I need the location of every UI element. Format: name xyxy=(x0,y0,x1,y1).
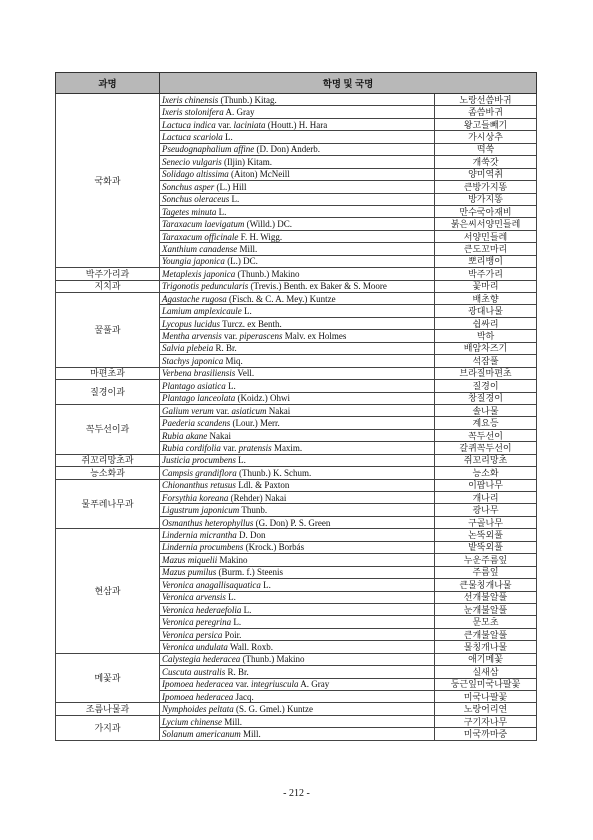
korean-name-cell: 물칭개나물 xyxy=(435,641,537,653)
scientific-name-italic: Osmanthus heterophyllus xyxy=(162,517,254,528)
scientific-name-authority: Malv. ex Holmes xyxy=(282,331,347,342)
table-row xyxy=(56,479,537,491)
scientific-name-italic: Veronica hederaefolia xyxy=(162,604,242,615)
korean-name-cell: 꽃마리 xyxy=(435,280,537,292)
scientific-name-italic: Solidago altissima xyxy=(162,169,229,180)
scientific-name-cell xyxy=(160,666,435,678)
scientific-name-cell xyxy=(160,591,435,603)
scientific-name-authority: L. xyxy=(216,206,227,217)
scientific-name-authority: var. xyxy=(220,442,239,453)
korean-name-cell: 붉은씨서양민들레 xyxy=(435,218,537,230)
scientific-name-authority: var. xyxy=(213,405,232,416)
family-name-cell: 질경이과 xyxy=(56,380,160,405)
scientific-name-authority: Wall. Roxb. xyxy=(227,641,274,652)
korean-name-cell: 왕고들빼기 xyxy=(435,118,537,130)
scientific-name-authority: Vell. xyxy=(235,368,255,379)
scientific-name-authority: L. xyxy=(225,592,236,603)
scientific-name-cell xyxy=(160,143,435,155)
names-column-header: 학명 및 국명 xyxy=(160,73,537,94)
table-row xyxy=(56,653,537,665)
table-row xyxy=(56,293,537,305)
scientific-name-italic: Veronica persica xyxy=(162,629,223,640)
scientific-name-authority: (S. G. Gmel.) Kuntze xyxy=(233,704,313,715)
scientific-name-italic: Calystegia hederacea xyxy=(162,654,241,665)
scientific-name-cell xyxy=(160,218,435,230)
family-name-cell: 능소화과 xyxy=(56,467,160,479)
scientific-name-authority: Miq. xyxy=(223,355,243,366)
scientific-name-cell xyxy=(160,205,435,217)
korean-name-cell: 미국나팔꽃 xyxy=(435,691,537,703)
korean-name-cell: 박주가리 xyxy=(435,268,537,280)
scientific-name-cell xyxy=(160,504,435,516)
table-row xyxy=(56,529,537,541)
scientific-name-italic: Lycopus lucidus xyxy=(162,318,220,329)
scientific-name-authority: Ldl. & Paxton xyxy=(235,480,290,491)
scientific-name-authority: (Thunb.) Makino xyxy=(240,654,305,665)
korean-name-cell: 큰물칭개나물 xyxy=(435,579,537,591)
scientific-name-authority: Jacq. xyxy=(233,691,254,702)
korean-name-cell: 질경이 xyxy=(435,380,537,392)
korean-name-cell: 갈퀴꼭두선이 xyxy=(435,442,537,454)
scientific-name-authority: Maxim. xyxy=(271,442,303,453)
scientific-name-authority: (Thunb.) K. Schum. xyxy=(236,467,312,478)
scientific-name-cell xyxy=(160,479,435,491)
scientific-name-cell xyxy=(160,492,435,504)
scientific-name-italic: Lamium amplexicaule xyxy=(162,306,242,317)
scientific-name-italic: Lactuca indica xyxy=(162,119,216,130)
korean-name-cell: 양미역취 xyxy=(435,168,537,180)
scientific-name-cell xyxy=(160,641,435,653)
scientific-name-cell xyxy=(160,268,435,280)
scientific-name-cell xyxy=(160,106,435,118)
scientific-name-authority: Mill. xyxy=(221,716,242,727)
scientific-name-cell xyxy=(160,628,435,640)
scientific-name-authority: A. Gray xyxy=(298,679,330,690)
scientific-name-authority: Poir. xyxy=(222,629,242,640)
family-name-cell: 지치과 xyxy=(56,280,160,292)
scientific-name-cell xyxy=(160,280,435,292)
scientific-name-italic: Veronica undulata xyxy=(162,641,228,652)
korean-name-cell: 석잠풀 xyxy=(435,355,537,367)
scientific-name-italic: Solanum americanum xyxy=(162,729,241,740)
scientific-name-cell xyxy=(160,305,435,317)
family-name-cell: 가지과 xyxy=(56,715,160,740)
scientific-name-cell xyxy=(160,653,435,665)
korean-name-cell: 브라질마편초 xyxy=(435,367,537,379)
table-row xyxy=(56,367,537,379)
scientific-name-cell xyxy=(160,691,435,703)
scientific-name-authority: Nakai xyxy=(266,405,291,416)
scientific-name-cell xyxy=(160,293,435,305)
scientific-name-italic: Stachys japonica xyxy=(162,355,224,366)
scientific-name-italic: Ixeris chinensis xyxy=(162,94,219,105)
scientific-name-cell xyxy=(160,554,435,566)
scientific-name-cell xyxy=(160,429,435,441)
scientific-name-italic: Ixeris stolonifera xyxy=(162,107,224,118)
scientific-name-authority: (Iljin) Kitam. xyxy=(221,156,272,167)
scientific-name-italic: Veronica arvensis xyxy=(162,592,226,603)
scientific-name-authority: (Lour.) Merr. xyxy=(230,418,280,429)
korean-name-cell: 노랑어리연 xyxy=(435,703,537,715)
family-name-cell: 현삼과 xyxy=(56,529,160,653)
scientific-name-cell xyxy=(160,94,435,106)
scientific-name-italic: Sonchus oleraceus xyxy=(162,194,230,205)
korean-name-cell: 쉽싸리 xyxy=(435,317,537,329)
scientific-name-italic: Mentha arvensis xyxy=(162,331,222,342)
korean-name-cell: 실새삼 xyxy=(435,666,537,678)
scientific-name-italic: Campsis grandiflora xyxy=(162,467,237,478)
family-name-cell: 쥐꼬리망초과 xyxy=(56,454,160,466)
scientific-name-italic: Rubia akane xyxy=(162,430,208,441)
scientific-name-authority: R. Br. xyxy=(225,666,249,677)
scientific-name-authority: L. xyxy=(241,306,252,317)
scientific-name-italic: Taraxacum laevigatum xyxy=(162,219,245,230)
scientific-name-authority: Nakai xyxy=(207,430,231,441)
scientific-name-authority: L. xyxy=(241,604,252,615)
scientific-name-authority: (Trevis.) Benth. ex Baker & S. Moore xyxy=(248,281,387,292)
scientific-name-italic: Justicia procumbens xyxy=(162,455,236,466)
korean-name-cell: 배암차즈기 xyxy=(435,342,537,354)
scientific-name-authority: (G. Don) P. S. Green xyxy=(253,517,331,528)
korean-name-cell: 쥐꼬리망초 xyxy=(435,454,537,466)
scientific-name-authority: (Rehder) Nakai xyxy=(228,492,287,503)
scientific-name-italic: Nymphoides peltata xyxy=(162,704,234,715)
scientific-name-italic: Galium verum xyxy=(162,405,214,416)
scientific-name-authority: (Willd.) DC. xyxy=(244,219,293,230)
korean-name-cell: 밭뚝외풀 xyxy=(435,541,537,553)
scientific-name-italic: Ipomoea hederacea xyxy=(162,691,234,702)
table-row xyxy=(56,404,537,416)
scientific-name-authority: L. xyxy=(225,380,236,391)
korean-name-cell: 미국까마중 xyxy=(435,728,537,740)
page-number: - 212 - xyxy=(283,788,310,799)
family-name-cell: 마편초과 xyxy=(56,367,160,379)
family-name-cell: 물푸레나무과 xyxy=(56,479,160,529)
scientific-name-cell xyxy=(160,715,435,727)
korean-name-cell: 논뚝외풀 xyxy=(435,529,537,541)
scientific-name-italic: pratensis xyxy=(238,442,272,453)
table-row xyxy=(56,280,537,292)
scientific-name-authority: (L.) Hill xyxy=(214,181,247,192)
korean-name-cell: 솔나물 xyxy=(435,404,537,416)
korean-name-cell: 떡쑥 xyxy=(435,143,537,155)
scientific-name-italic: laciniata xyxy=(233,119,266,130)
korean-name-cell: 구골나무 xyxy=(435,516,537,528)
scientific-name-cell xyxy=(160,342,435,354)
korean-name-cell: 문모초 xyxy=(435,616,537,628)
scientific-name-italic: Mazus miquelii xyxy=(162,554,218,565)
korean-name-cell: 개나리 xyxy=(435,492,537,504)
scientific-name-cell xyxy=(160,317,435,329)
scientific-name-authority: (Burm. f.) Steenis xyxy=(216,567,284,578)
scientific-name-cell xyxy=(160,255,435,267)
scientific-name-cell xyxy=(160,330,435,342)
scientific-name-cell xyxy=(160,467,435,479)
table-row xyxy=(56,380,537,392)
table-row xyxy=(56,94,537,106)
korean-name-cell: 능소화 xyxy=(435,467,537,479)
korean-name-cell: 노랑선씀바귀 xyxy=(435,94,537,106)
scientific-name-cell xyxy=(160,566,435,578)
korean-name-cell: 구기자나무 xyxy=(435,715,537,727)
scientific-name-italic: Veronica peregrina xyxy=(162,617,232,628)
korean-name-cell: 개쑥갓 xyxy=(435,156,537,168)
scientific-name-cell xyxy=(160,703,435,715)
scientific-name-cell xyxy=(160,243,435,255)
scientific-name-cell xyxy=(160,529,435,541)
scientific-name-authority: L. xyxy=(229,194,240,205)
scientific-name-cell xyxy=(160,541,435,553)
korean-name-cell: 좀씀바귀 xyxy=(435,106,537,118)
scientific-name-italic: Pseudognaphalium affine xyxy=(162,144,255,155)
korean-name-cell: 뽀리뱅이 xyxy=(435,255,537,267)
korean-name-cell: 창질경이 xyxy=(435,392,537,404)
scientific-name-authority: R. Br. xyxy=(213,343,237,354)
scientific-name-italic: Cuscuta australis xyxy=(162,666,226,677)
korean-name-cell: 방가지똥 xyxy=(435,193,537,205)
scientific-name-authority: Mill. xyxy=(240,729,261,740)
korean-name-cell: 계요등 xyxy=(435,417,537,429)
korean-name-cell: 애기메꽃 xyxy=(435,653,537,665)
scientific-name-cell xyxy=(160,603,435,615)
scientific-name-cell xyxy=(160,355,435,367)
family-name-cell: 메꽃과 xyxy=(56,653,160,703)
scientific-name-cell xyxy=(160,404,435,416)
scientific-name-authority: L. xyxy=(235,455,246,466)
korean-name-cell: 큰도꼬마리 xyxy=(435,243,537,255)
korean-name-cell: 광대나물 xyxy=(435,305,537,317)
scientific-name-italic: Tagetes minuta xyxy=(162,206,217,217)
scientific-name-italic: Xanthium canadense xyxy=(162,243,238,254)
family-name-cell: 박주가리과 xyxy=(56,268,160,280)
scientific-name-authority: Turcz. ex Benth. xyxy=(219,318,282,329)
scientific-name-italic: Plantago asiatica xyxy=(162,380,226,391)
scientific-name-italic: Rubia cordifolia xyxy=(162,442,221,453)
scientific-name-cell xyxy=(160,380,435,392)
scientific-name-cell xyxy=(160,168,435,180)
scientific-name-italic: Ipomoea hederacea xyxy=(162,679,234,690)
scientific-name-cell xyxy=(160,392,435,404)
korean-name-cell: 누운주름잎 xyxy=(435,554,537,566)
scientific-name-italic: Sonchus asper xyxy=(162,181,215,192)
family-name-cell: 꼭두선이과 xyxy=(56,404,160,454)
table-row xyxy=(56,703,537,715)
scientific-name-cell xyxy=(160,616,435,628)
scientific-name-italic: Verbena brasiliensis xyxy=(162,368,236,379)
scientific-name-cell xyxy=(160,156,435,168)
scientific-name-authority: (Koidz.) Ohwi xyxy=(235,393,290,404)
family-name-cell: 꿀풀과 xyxy=(56,293,160,368)
scientific-name-cell xyxy=(160,728,435,740)
scientific-name-authority: L. xyxy=(222,132,233,143)
korean-name-cell: 둥근잎미국나팔꽃 xyxy=(435,678,537,690)
korean-name-cell: 큰방가지똥 xyxy=(435,181,537,193)
scientific-name-italic: Forsythia koreana xyxy=(162,492,229,503)
scientific-name-italic: Lactuca scariola xyxy=(162,132,223,143)
korean-name-cell: 큰개불알풀 xyxy=(435,628,537,640)
scientific-name-italic: Paederia scandens xyxy=(162,418,231,429)
scientific-name-italic: Chionanthus retusus xyxy=(162,480,236,491)
family-name-cell: 국화과 xyxy=(56,94,160,268)
scientific-name-italic: Trigonotis peduncularis xyxy=(162,281,249,292)
scientific-name-authority: (Fisch. & C. A. Mey.) Kuntze xyxy=(226,293,336,304)
korean-name-cell: 눈개불알풀 xyxy=(435,603,537,615)
scientific-name-italic: Lycium chinense xyxy=(162,716,222,727)
scientific-name-italic: Mazus pumilus xyxy=(162,567,217,578)
scientific-name-cell xyxy=(160,181,435,193)
scientific-name-authority: (L.) DC. xyxy=(224,256,258,267)
scientific-name-cell xyxy=(160,417,435,429)
table-header-row xyxy=(56,73,537,94)
scientific-name-italic: Lindernia procumbens xyxy=(162,542,244,553)
scientific-name-authority: (Thunb.) Makino xyxy=(235,268,300,279)
scientific-name-authority: Mill. xyxy=(237,243,258,254)
korean-name-cell: 만수국아재비 xyxy=(435,205,537,217)
scientific-name-cell xyxy=(160,579,435,591)
table-row xyxy=(56,467,537,479)
korean-name-cell: 꼭두선이 xyxy=(435,429,537,441)
scientific-name-italic: Metaplexis japonica xyxy=(162,268,236,279)
scientific-name-cell xyxy=(160,678,435,690)
scientific-name-cell xyxy=(160,131,435,143)
scientific-name-italic: Agastache rugosa xyxy=(162,293,227,304)
scientific-name-authority: var. xyxy=(233,679,251,690)
scientific-name-italic: Salvia plebeia xyxy=(162,343,214,354)
scientific-name-italic: asiaticum xyxy=(231,405,267,416)
scientific-name-authority: L. xyxy=(260,579,271,590)
scientific-name-authority: Thunb. xyxy=(239,505,268,516)
scientific-name-italic: Ligustrum japonicum xyxy=(162,505,240,516)
korean-name-cell: 선개불알풀 xyxy=(435,591,537,603)
scientific-name-cell xyxy=(160,118,435,130)
korean-name-cell: 서양민들레 xyxy=(435,230,537,242)
scientific-name-cell xyxy=(160,454,435,466)
scientific-name-cell xyxy=(160,367,435,379)
scientific-name-italic: Veronica anagallisaquatica xyxy=(162,579,261,590)
scientific-name-italic: integriuscula xyxy=(250,679,299,690)
table-row xyxy=(56,268,537,280)
scientific-name-italic: Taraxacum officinale xyxy=(162,231,239,242)
korean-name-cell: 이팝나무 xyxy=(435,479,537,491)
scientific-name-authority: var. xyxy=(215,119,234,130)
scientific-name-authority: (Krock.) Borbás xyxy=(243,542,305,553)
scientific-name-authority: (Thunb.) Kitag. xyxy=(218,94,277,105)
scientific-name-authority: Makino xyxy=(217,554,248,565)
korean-name-cell: 주름잎 xyxy=(435,566,537,578)
korean-name-cell: 광나무 xyxy=(435,504,537,516)
scientific-name-authority: (Aiton) McNeill xyxy=(228,169,290,180)
korean-name-cell: 가시상추 xyxy=(435,131,537,143)
scientific-name-authority: var. xyxy=(221,331,240,342)
table-row xyxy=(56,715,537,727)
scientific-name-cell xyxy=(160,230,435,242)
korean-name-cell: 배초향 xyxy=(435,293,537,305)
scientific-name-authority: D. Don xyxy=(236,530,266,541)
family-name-cell: 조름나물과 xyxy=(56,703,160,715)
scientific-name-italic: Lindernia micrantha xyxy=(162,530,237,541)
family-column-header: 과명 xyxy=(56,73,160,94)
scientific-name-cell xyxy=(160,516,435,528)
species-table xyxy=(55,72,537,741)
scientific-name-italic: Plantago lanceolata xyxy=(162,393,236,404)
scientific-name-italic: Senecio vulgaris xyxy=(162,156,222,167)
scientific-name-cell xyxy=(160,442,435,454)
scientific-name-authority: L. xyxy=(231,617,242,628)
korean-name-cell: 박하 xyxy=(435,330,537,342)
scientific-name-italic: piperascens xyxy=(239,331,283,342)
scientific-name-authority: (Houtt.) H. Hara xyxy=(265,119,328,130)
table-row xyxy=(56,454,537,466)
scientific-name-authority: (D. Don) Anderb. xyxy=(254,144,320,155)
table-body xyxy=(56,94,537,741)
scientific-name-authority: F. H. Wigg. xyxy=(238,231,283,242)
scientific-name-italic: Youngia japonica xyxy=(162,256,225,267)
scientific-name-authority: A. Gray xyxy=(223,107,255,118)
scientific-name-cell xyxy=(160,193,435,205)
